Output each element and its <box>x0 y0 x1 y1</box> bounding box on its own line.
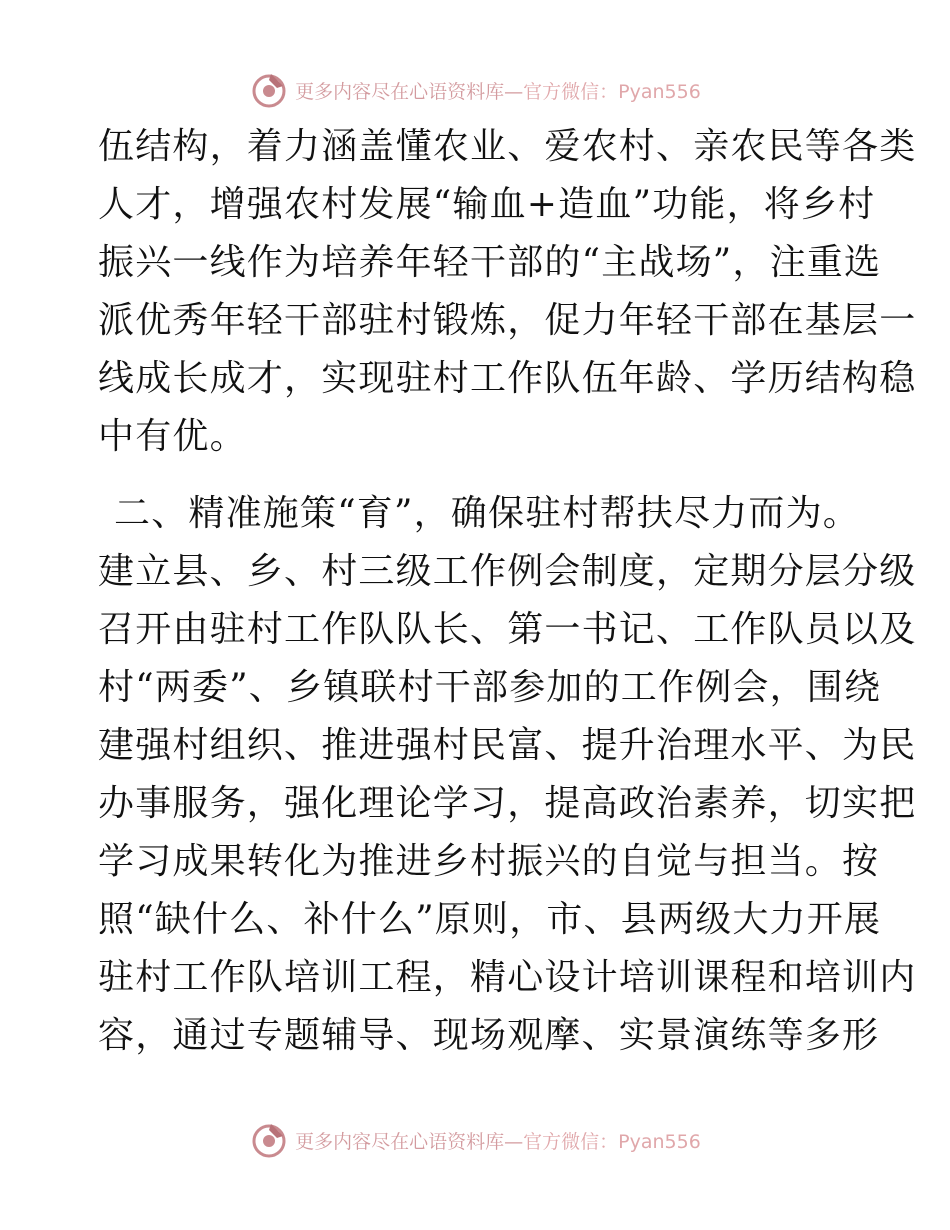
paragraph-line: 建立县、乡、村三级工作例会制度，定期分层分级 <box>98 551 917 592</box>
watermark-text: 更多内容尽在心语资料库— <box>295 1130 524 1153</box>
paragraph-line: 振兴一线作为培养年轻干部的“主战场”，注重选 <box>98 242 882 283</box>
watermark-wechat: 官方微信：Pyan556 <box>523 1130 701 1153</box>
paragraph-line: 建强村组织、推进强村民富、提升治理水平、为民 <box>98 725 917 766</box>
footer-watermark <box>0 1118 950 1162</box>
paragraph-line: 容，通过专题辅导、现场观摩、实景演练等多形 <box>98 1015 880 1056</box>
paragraph-line: 召开由驻村工作队队长、第一书记、工作队员以及 <box>98 609 917 650</box>
paragraph-line: 村“两委”、乡镇联村干部参加的工作例会，围绕 <box>98 667 882 708</box>
paragraph-line: 伍结构，着力涵盖懂农业、爱农村、亲农民等各类 <box>98 126 917 167</box>
paragraph-line: 中有优。 <box>98 416 247 457</box>
pen-circle-logo-icon <box>249 70 289 110</box>
paragraph-line: 驻村工作队培训工程，精心设计培训课程和培训内 <box>98 957 917 998</box>
paragraph-line: 办事服务，强化理论学习，提高政治素养，切实把 <box>98 783 917 824</box>
paragraph-line: 学习成果转化为推进乡村振兴的自觉与担当。按 <box>98 841 880 882</box>
section-heading: 二、精准施策“育”，确保驻村帮扶尽力而为。 <box>114 493 861 534</box>
paragraph-line: 人才，增强农村发展“输血+造血”功能，将乡村 <box>98 184 876 225</box>
pen-circle-logo-icon <box>249 1120 289 1160</box>
watermark-wechat: 官方微信：Pyan556 <box>523 80 701 103</box>
watermark-text: 更多内容尽在心语资料库— <box>295 80 524 103</box>
header-watermark <box>0 68 950 112</box>
paragraph-line: 派优秀年轻干部驻村锻炼，促力年轻干部在基层一 <box>98 300 917 341</box>
paragraph-line: 线成长成才，实现驻村工作队伍年龄、学历结构稳 <box>98 358 917 399</box>
paragraph-line: 照“缺什么、补什么”原则，市、县两级大力开展 <box>98 899 882 940</box>
